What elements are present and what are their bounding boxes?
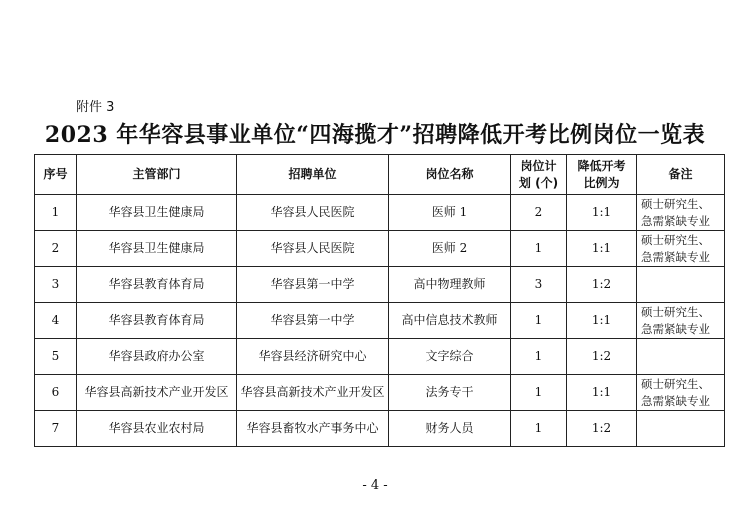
cell-seq: 1 — [35, 195, 77, 231]
header-dept: 主管部门 — [77, 155, 237, 195]
table-row — [35, 267, 725, 303]
cell-seq: 7 — [35, 411, 77, 447]
note-line: 硕士研究生、 — [641, 232, 710, 247]
cell-unit: 华容县人民医院 — [237, 231, 389, 267]
header-plan — [511, 155, 567, 195]
header-post: 岗位名称 — [389, 155, 511, 195]
note-line: 急需紧缺专业 — [641, 321, 710, 336]
header-ratio-line2: 比例为 — [583, 175, 620, 190]
page-number: - 4 - — [362, 478, 388, 493]
cell-plan: 1 — [511, 375, 567, 411]
cell-unit: 华容县第一中学 — [237, 267, 389, 303]
cell-ratio: 1:1 — [567, 303, 637, 339]
cell-plan: 3 — [511, 267, 567, 303]
cell-note — [637, 231, 725, 267]
cell-unit: 华容县经济研究中心 — [237, 339, 389, 375]
header-plan-line1: 岗位计 — [520, 158, 557, 173]
cell-dept: 华容县教育体育局 — [77, 267, 237, 303]
cell-plan: 1 — [511, 303, 567, 339]
cell-plan: 1 — [511, 231, 567, 267]
cell-dept: 华容县教育体育局 — [77, 303, 237, 339]
cell-ratio: 1:2 — [567, 411, 637, 447]
cell-plan: 1 — [511, 339, 567, 375]
cell-dept: 华容县卫生健康局 — [77, 231, 237, 267]
cell-ratio: 1:2 — [567, 267, 637, 303]
cell-note — [637, 375, 725, 411]
note-line: 急需紧缺专业 — [641, 393, 710, 408]
note-line: 硕士研究生、 — [641, 304, 710, 319]
cell-plan: 2 — [511, 195, 567, 231]
cell-unit: 华容县高新技术产业开发区 — [237, 375, 389, 411]
cell-unit: 华容县第一中学 — [237, 303, 389, 339]
note-line: 硕士研究生、 — [641, 196, 710, 211]
cell-ratio: 1:1 — [567, 231, 637, 267]
cell-note — [637, 411, 725, 447]
cell-ratio: 1:1 — [567, 375, 637, 411]
table-row — [35, 375, 725, 411]
cell-unit: 华容县人民医院 — [237, 195, 389, 231]
header-seq: 序号 — [35, 155, 77, 195]
cell-note — [637, 339, 725, 375]
cell-dept: 华容县高新技术产业开发区 — [77, 375, 237, 411]
table-row — [35, 231, 725, 267]
positions-table — [34, 154, 725, 447]
attachment-label: 附件 3 — [76, 100, 115, 115]
cell-note — [637, 195, 725, 231]
cell-post: 文字综合 — [389, 339, 511, 375]
note-line: 急需紧缺专业 — [641, 213, 710, 228]
cell-post: 高中物理教师 — [389, 267, 511, 303]
header-unit: 招聘单位 — [237, 155, 389, 195]
table-row — [35, 195, 725, 231]
cell-seq: 3 — [35, 267, 77, 303]
cell-post: 医师 1 — [389, 195, 511, 231]
table-row — [35, 339, 725, 375]
header-plan-line2: 划 (个) — [518, 175, 559, 190]
cell-dept: 华容县政府办公室 — [77, 339, 237, 375]
cell-post: 财务人员 — [389, 411, 511, 447]
note-line: 急需紧缺专业 — [641, 249, 710, 264]
cell-ratio: 1:2 — [567, 339, 637, 375]
cell-dept: 华容县卫生健康局 — [77, 195, 237, 231]
table-header-row — [35, 155, 725, 195]
cell-seq: 4 — [35, 303, 77, 339]
table-row — [35, 411, 725, 447]
cell-post: 医师 2 — [389, 231, 511, 267]
cell-post: 法务专干 — [389, 375, 511, 411]
page-title: 2023 年华容县事业单位“四海揽才”招聘降低开考比例岗位一览表 — [44, 122, 706, 148]
table-row — [35, 303, 725, 339]
header-ratio — [567, 155, 637, 195]
cell-note — [637, 303, 725, 339]
cell-seq: 6 — [35, 375, 77, 411]
header-ratio-line1: 降低开考 — [577, 158, 626, 173]
cell-plan: 1 — [511, 411, 567, 447]
cell-ratio: 1:1 — [567, 195, 637, 231]
cell-unit: 华容县畜牧水产事务中心 — [237, 411, 389, 447]
note-line: 硕士研究生、 — [641, 376, 710, 391]
cell-note — [637, 267, 725, 303]
header-note: 备注 — [637, 155, 725, 195]
cell-seq: 2 — [35, 231, 77, 267]
cell-dept: 华容县农业农村局 — [77, 411, 237, 447]
cell-post: 高中信息技术教师 — [389, 303, 511, 339]
cell-seq: 5 — [35, 339, 77, 375]
